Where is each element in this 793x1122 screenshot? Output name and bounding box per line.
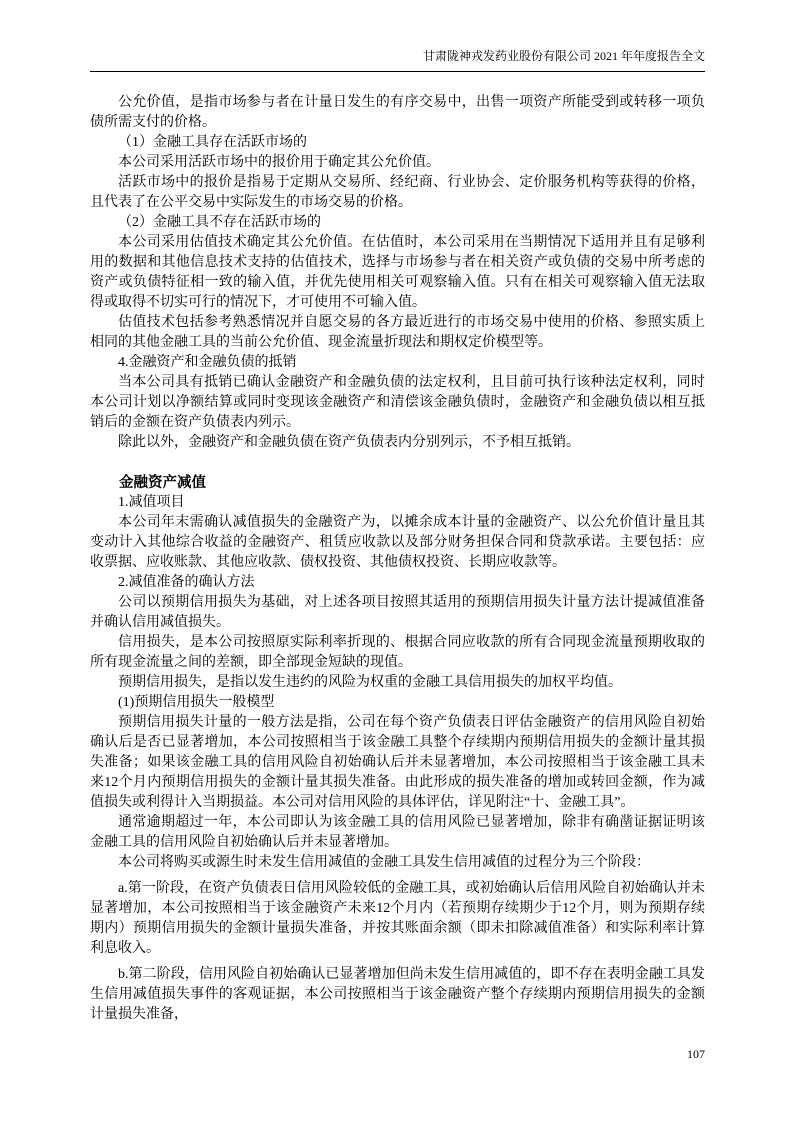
- paragraph: 活跃市场中的报价是指易于定期从交易所、经纪商、行业协会、定价服务机构等获得的价格，且代表了在公平交易中实际发生的市场交易的价格。: [90, 175, 705, 210]
- paragraph: 本公司将购买或源生时未发生信用减值的金融工具发生信用减值的过程分为三个阶段：: [118, 855, 650, 870]
- report-title: 甘肃陇神戎发药业股份有限公司 2021 年年度报告全文: [422, 49, 705, 63]
- paragraph: 本公司年末需确认减值损失的金融资产为，以摊余成本计量的金融资产、以公允价值计量且其变动计入其他综合收益的金融资产、租赁应收款以及部分财务担保合同和贷款承诺。主要包括：应收票据、应收账款、其他应收款、债权投资、其他债权投资、长期应收款等。: [90, 515, 705, 570]
- paragraph: 公允价值，是指市场参与者在计量日发生的有序交易中，出售一项资产所能受到或转移一项负债所需支付的价格。: [90, 95, 705, 130]
- paragraph: 当本公司具有抵销已确认金融资产和金融负债的法定权利，且目前可执行该种法定权利，同时本公司计划以净额结算或同时变现该金融资产和清偿该金融负债时，金融资产和金融负债以相互抵销后的金额在资产负债表内列示。: [90, 375, 705, 430]
- paragraph: 4.金融资产和金融负债的抵销: [118, 355, 297, 370]
- paragraph: 通常逾期超过一年，本公司即认为该金融工具的信用风险已显著增加，除非有确凿证据证明该金融工具的信用风险自初始确认后并未显著增加。: [90, 815, 705, 850]
- paragraph: （1）金融工具存在活跃市场的: [118, 135, 307, 150]
- paragraph: （2）金融工具不存在活跃市场的: [118, 215, 321, 230]
- document-body: [90, 72, 705, 1025]
- paragraph: b.第二阶段，信用风险自初始确认已显著增加但尚未发生信用减值的，即不存在表明金融工具发生信用减值损失事件的客观证据，本公司按照相当于该金融资产整个存续期内预期信用损失的金额计量损失准备，: [90, 967, 705, 1022]
- paragraph: a.第一阶段，在资产负债表日信用风险较低的金融工具，或初始确认后信用风险自初始确认并未显著增加，本公司按照相当于该金融资产未来12个月内（若预期存续期少于12个月，则为预期存续期内）预期信用损失的金额计量损失准备，并按其账面余额（即未扣除减值准备）和实际利率计算利息收入。: [90, 881, 705, 956]
- paragraph: 本公司采用估值技术确定其公允价值。在估值时，本公司采用在当期情况下适用并且有足够利用的数据和其他信息技术支持的估值技术，选择与市场参与者在相关资产或负债的交易中所考虑的资产或负债特征相一致的输入值，并优先使用相关可观察输入值。只有在相关可观察输入值无法取得或取得不切实可行的情况下，才可使用不可输入值。: [90, 235, 705, 310]
- paragraph: 公司以预期信用损失为基础，对上述各项目按照其适用的预期信用损失计量方法计提减值准备并确认信用减值损失。: [90, 595, 705, 630]
- paragraph: 估值技术包括参考熟悉情况并自愿交易的各方最近进行的市场交易中使用的价格、参照实质上相同的其他金融工具的当前公允价值、现金流量折现法和期权定价模型等。: [90, 315, 705, 350]
- paragraph: 预期信用损失计量的一般方法是指，公司在每个资产负债表日评估金融资产的信用风险自初始确认后是否已显著增加，本公司按照相当于该金融工具整个存续期内预期信用损失的金额计量其损失准备；如果该金融工具的信用风险自初始确认后并未显著增加，本公司按照相当于该金融工具未来12个月内预期信用损失的金额计量其损失准备。由此形成的损失准备的增加或转回金额，作为减值损失或利得计入当期损益。本公司对信用风险的具体评估，详见附注“十、金融工具”。: [90, 715, 705, 810]
- paragraph: 信用损失，是本公司按照原实际利率折现的、根据合同应收款的所有合同现金流量预期收取的所有现金流量之间的差额，即全部现金短缺的现值。: [90, 635, 705, 670]
- paragraph: 除此以外，金融资产和金融负债在资产负债表内分别列示，不予相互抵销。: [118, 435, 580, 450]
- paragraph: 2.减值准备的确认方法: [118, 575, 255, 590]
- paragraph: 预期信用损失，是指以发生违约的风险为权重的金融工具信用损失的加权平均值。: [118, 675, 622, 690]
- paragraph: (1)预期信用损失一般模型: [118, 695, 275, 710]
- page-header: [90, 48, 705, 72]
- paragraph: 本公司采用活跃市场中的报价用于确定其公允价值。: [118, 155, 440, 170]
- page-footer: [687, 1047, 705, 1062]
- section-heading: 金融资产减值: [119, 475, 206, 491]
- paragraph: 1.减值项目: [118, 495, 185, 510]
- page-number: 107: [687, 1047, 705, 1061]
